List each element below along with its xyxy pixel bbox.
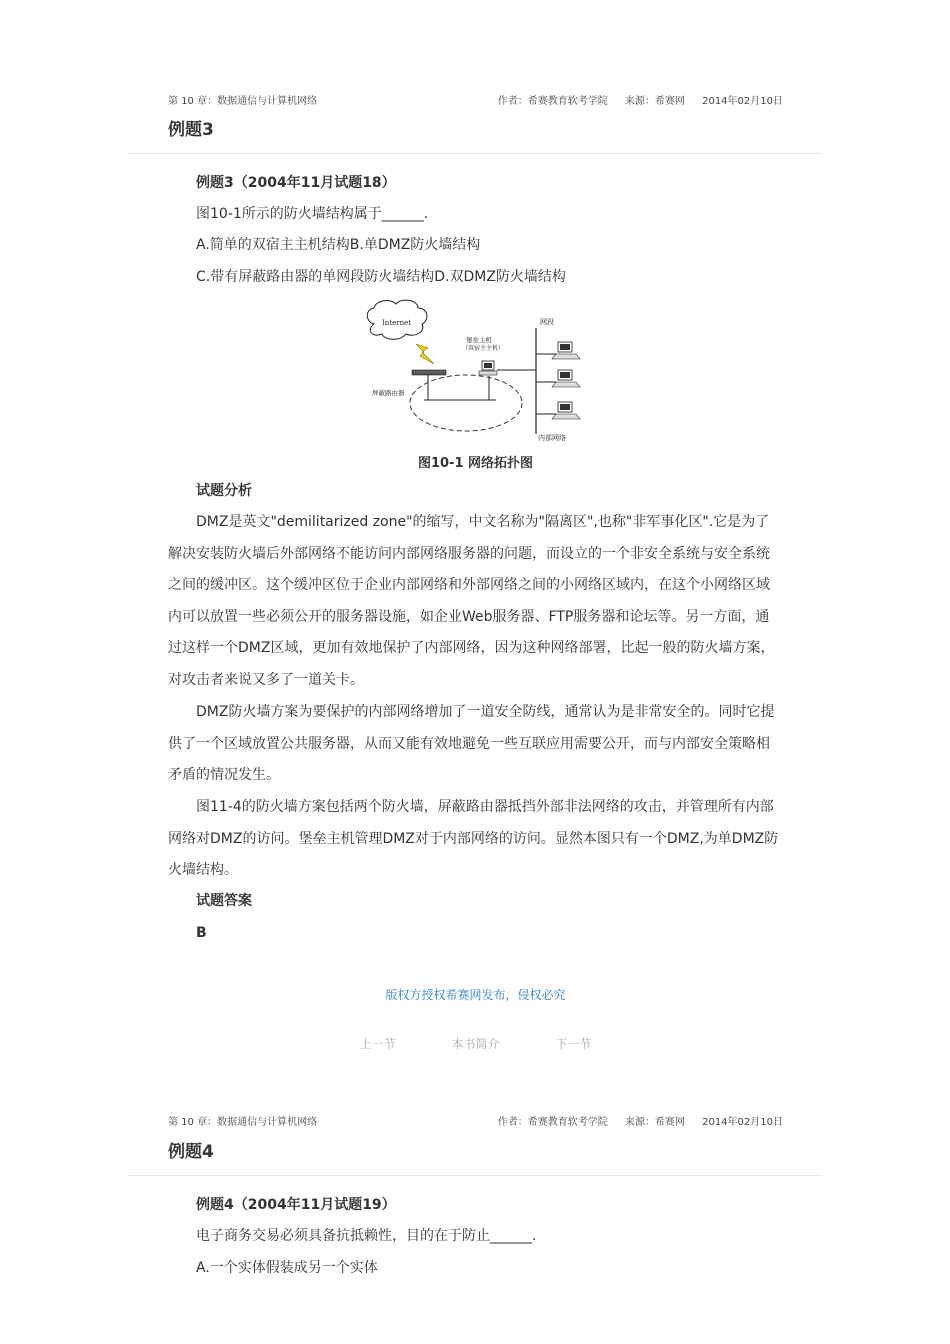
analysis-paragraph: 图11-4的防火墙方案包括两个防火墙，屏蔽路由器抵挡外部非法网络的攻击，并管理所有内部网络对DMZ的访问。堡垒主机管理DMZ对于内部网络的访问。显然本图只有一个DMZ,为单DMZ防火墙结构。 xyxy=(168,799,779,878)
dmz-ellipse xyxy=(410,375,522,431)
source-label: 来源：希赛网 xyxy=(624,1117,685,1128)
workstation-icon xyxy=(536,342,580,359)
copyright-notice: 版权方授权希赛网发布，侵权必究 xyxy=(385,988,566,1002)
page-nav xyxy=(168,1035,783,1052)
figure-caption: 图10-1 网络拓扑图 xyxy=(417,456,534,471)
bastion-label-2: （双宿主主机） xyxy=(462,345,505,352)
author-label: 作者：希赛教育软考学院 xyxy=(497,96,608,107)
lightning-icon xyxy=(416,344,434,364)
answer-heading: 试题答案 xyxy=(196,893,252,909)
question-heading: 例题3（2004年11月试题18） xyxy=(196,175,396,191)
answer-value: B xyxy=(196,925,207,941)
date-label: 2014年02月10日 xyxy=(702,1117,783,1128)
bastion-label-1: 堡垒主机 xyxy=(466,336,492,344)
source-label: 来源：希赛网 xyxy=(624,96,685,107)
page-title: 例题3 xyxy=(168,120,214,140)
page-title: 例题4 xyxy=(168,1142,214,1162)
book-intro-link[interactable]: 本书简介 xyxy=(451,1037,500,1051)
question-heading: 例题4（2004年11月试题19） xyxy=(196,1197,396,1213)
option-a: A.一个实体假装成另一个实体 xyxy=(196,1260,378,1276)
network-topology-figure xyxy=(360,298,600,448)
internet-label: Internet xyxy=(382,319,412,327)
workstation-icon xyxy=(536,370,580,387)
inner-network-label: 内部网络 xyxy=(538,434,566,442)
author-label: 作者：希赛教育软考学院 xyxy=(497,1117,608,1128)
question-text: 图10-1所示的防火墙结构属于______. xyxy=(196,206,429,222)
option-cd: C.带有屏蔽路由器的单网段防火墙结构D.双DMZ防火墙结构 xyxy=(196,269,566,285)
next-link[interactable]: 下一节 xyxy=(555,1037,592,1051)
bastion-host-icon xyxy=(479,361,497,375)
segment-label: 网段 xyxy=(540,318,554,326)
prev-link[interactable]: 上一节 xyxy=(359,1037,396,1051)
router-label: 屏蔽路由器 xyxy=(372,389,405,397)
workstation-icon xyxy=(536,402,580,419)
divider xyxy=(128,153,822,154)
date-label: 2014年02月10日 xyxy=(702,96,783,107)
option-ab: A.简单的双宿主主机结构B.单DMZ防火墙结构 xyxy=(196,237,481,253)
router-icon xyxy=(412,370,446,375)
chapter-label: 第 10 章：数据通信与计算机网络 xyxy=(168,1117,318,1128)
chapter-label: 第 10 章：数据通信与计算机网络 xyxy=(168,96,318,107)
analysis-paragraph: DMZ是英文"demilitarized zone"的缩写，中文名称为"隔离区",也称"非军事化区".它是为了解决安装防火墙后外部网络不能访问内部网络服务器的问题，而设立的一个非安全系统与安全系统之间的缓冲区。这个缓冲区位于企业内部网络和外部网络之间的小网络区域内，在这个小网络区域内可以放置一些必须公开的服务器设施，如企业Web服务器、FTP服务器和论坛等。另一方面，通过这样一个DMZ区域，更加有效地保护了内部网络，因为这种网络部署，比起一般的防火墙方案，对攻击者来说又多了一道关卡。 xyxy=(168,514,775,688)
meta-info xyxy=(484,92,783,107)
divider xyxy=(128,1175,822,1176)
question-text: 电子商务交易必须具备抗抵赖性，目的在于防止______. xyxy=(196,1228,537,1244)
meta-info xyxy=(484,1113,783,1128)
analysis-heading: 试题分析 xyxy=(196,483,252,499)
analysis-paragraph: DMZ防火墙方案为要保护的内部网络增加了一道安全防线，通常认为是非常安全的。同时它提供了一个区域放置公共服务器，从而又能有效地避免一些互联应用需要公开，而与内部安全策略相矛盾的情况发生。 xyxy=(168,704,775,783)
